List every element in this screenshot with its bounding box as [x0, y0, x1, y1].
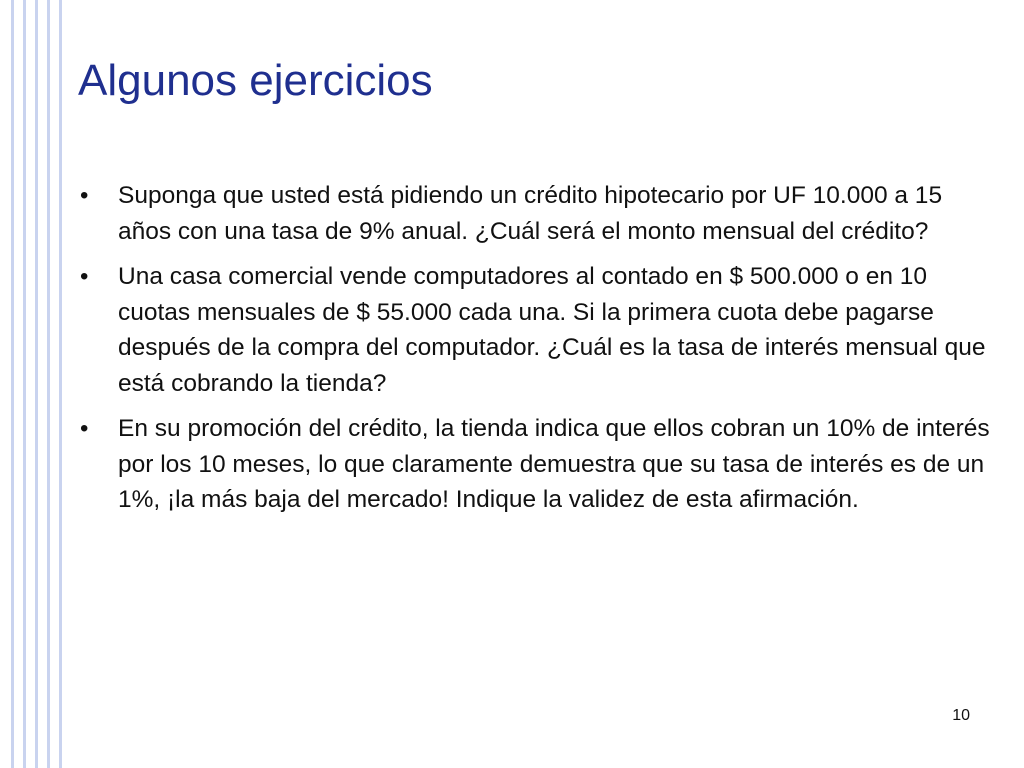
bullet-text: En su promoción del crédito, la tienda indica que ellos cobran un 10% de interés por los 10 meses, lo que claramente demuestra que su tasa de interés es de un 1%, ¡la más baja del mercado! Indique la validez de esta afirmación. [118, 415, 990, 513]
decorative-line [11, 0, 14, 768]
bullet-marker: • [80, 182, 89, 209]
bullet-marker: • [80, 263, 89, 290]
bullet-list [78, 178, 993, 528]
bullet-text: Una casa comercial vende computadores al contado en $ 500.000 o en 10 cuotas mensuales de $ 55.000 cada una. Si la primera cuota debe pagarse después de la compra del computador. ¿Cuál es la tasa de interés mensual que está cobrando la tienda? [118, 263, 986, 397]
decorative-line [35, 0, 38, 768]
decorative-line [47, 0, 50, 768]
bullet-text: Suponga que usted está pidiendo un crédito hipotecario por UF 10.000 a 15 años con una tasa de 9% anual. ¿Cuál será el monto mensual del crédito? [118, 182, 943, 245]
bullet-marker: • [80, 415, 89, 442]
decorative-line [23, 0, 26, 768]
bullet-item [78, 178, 993, 249]
decorative-line [59, 0, 62, 768]
page-number: 10 [952, 707, 970, 724]
bullet-item [78, 259, 993, 401]
bullet-item [78, 411, 993, 518]
slide-title: Algunos ejercicios [78, 56, 433, 105]
